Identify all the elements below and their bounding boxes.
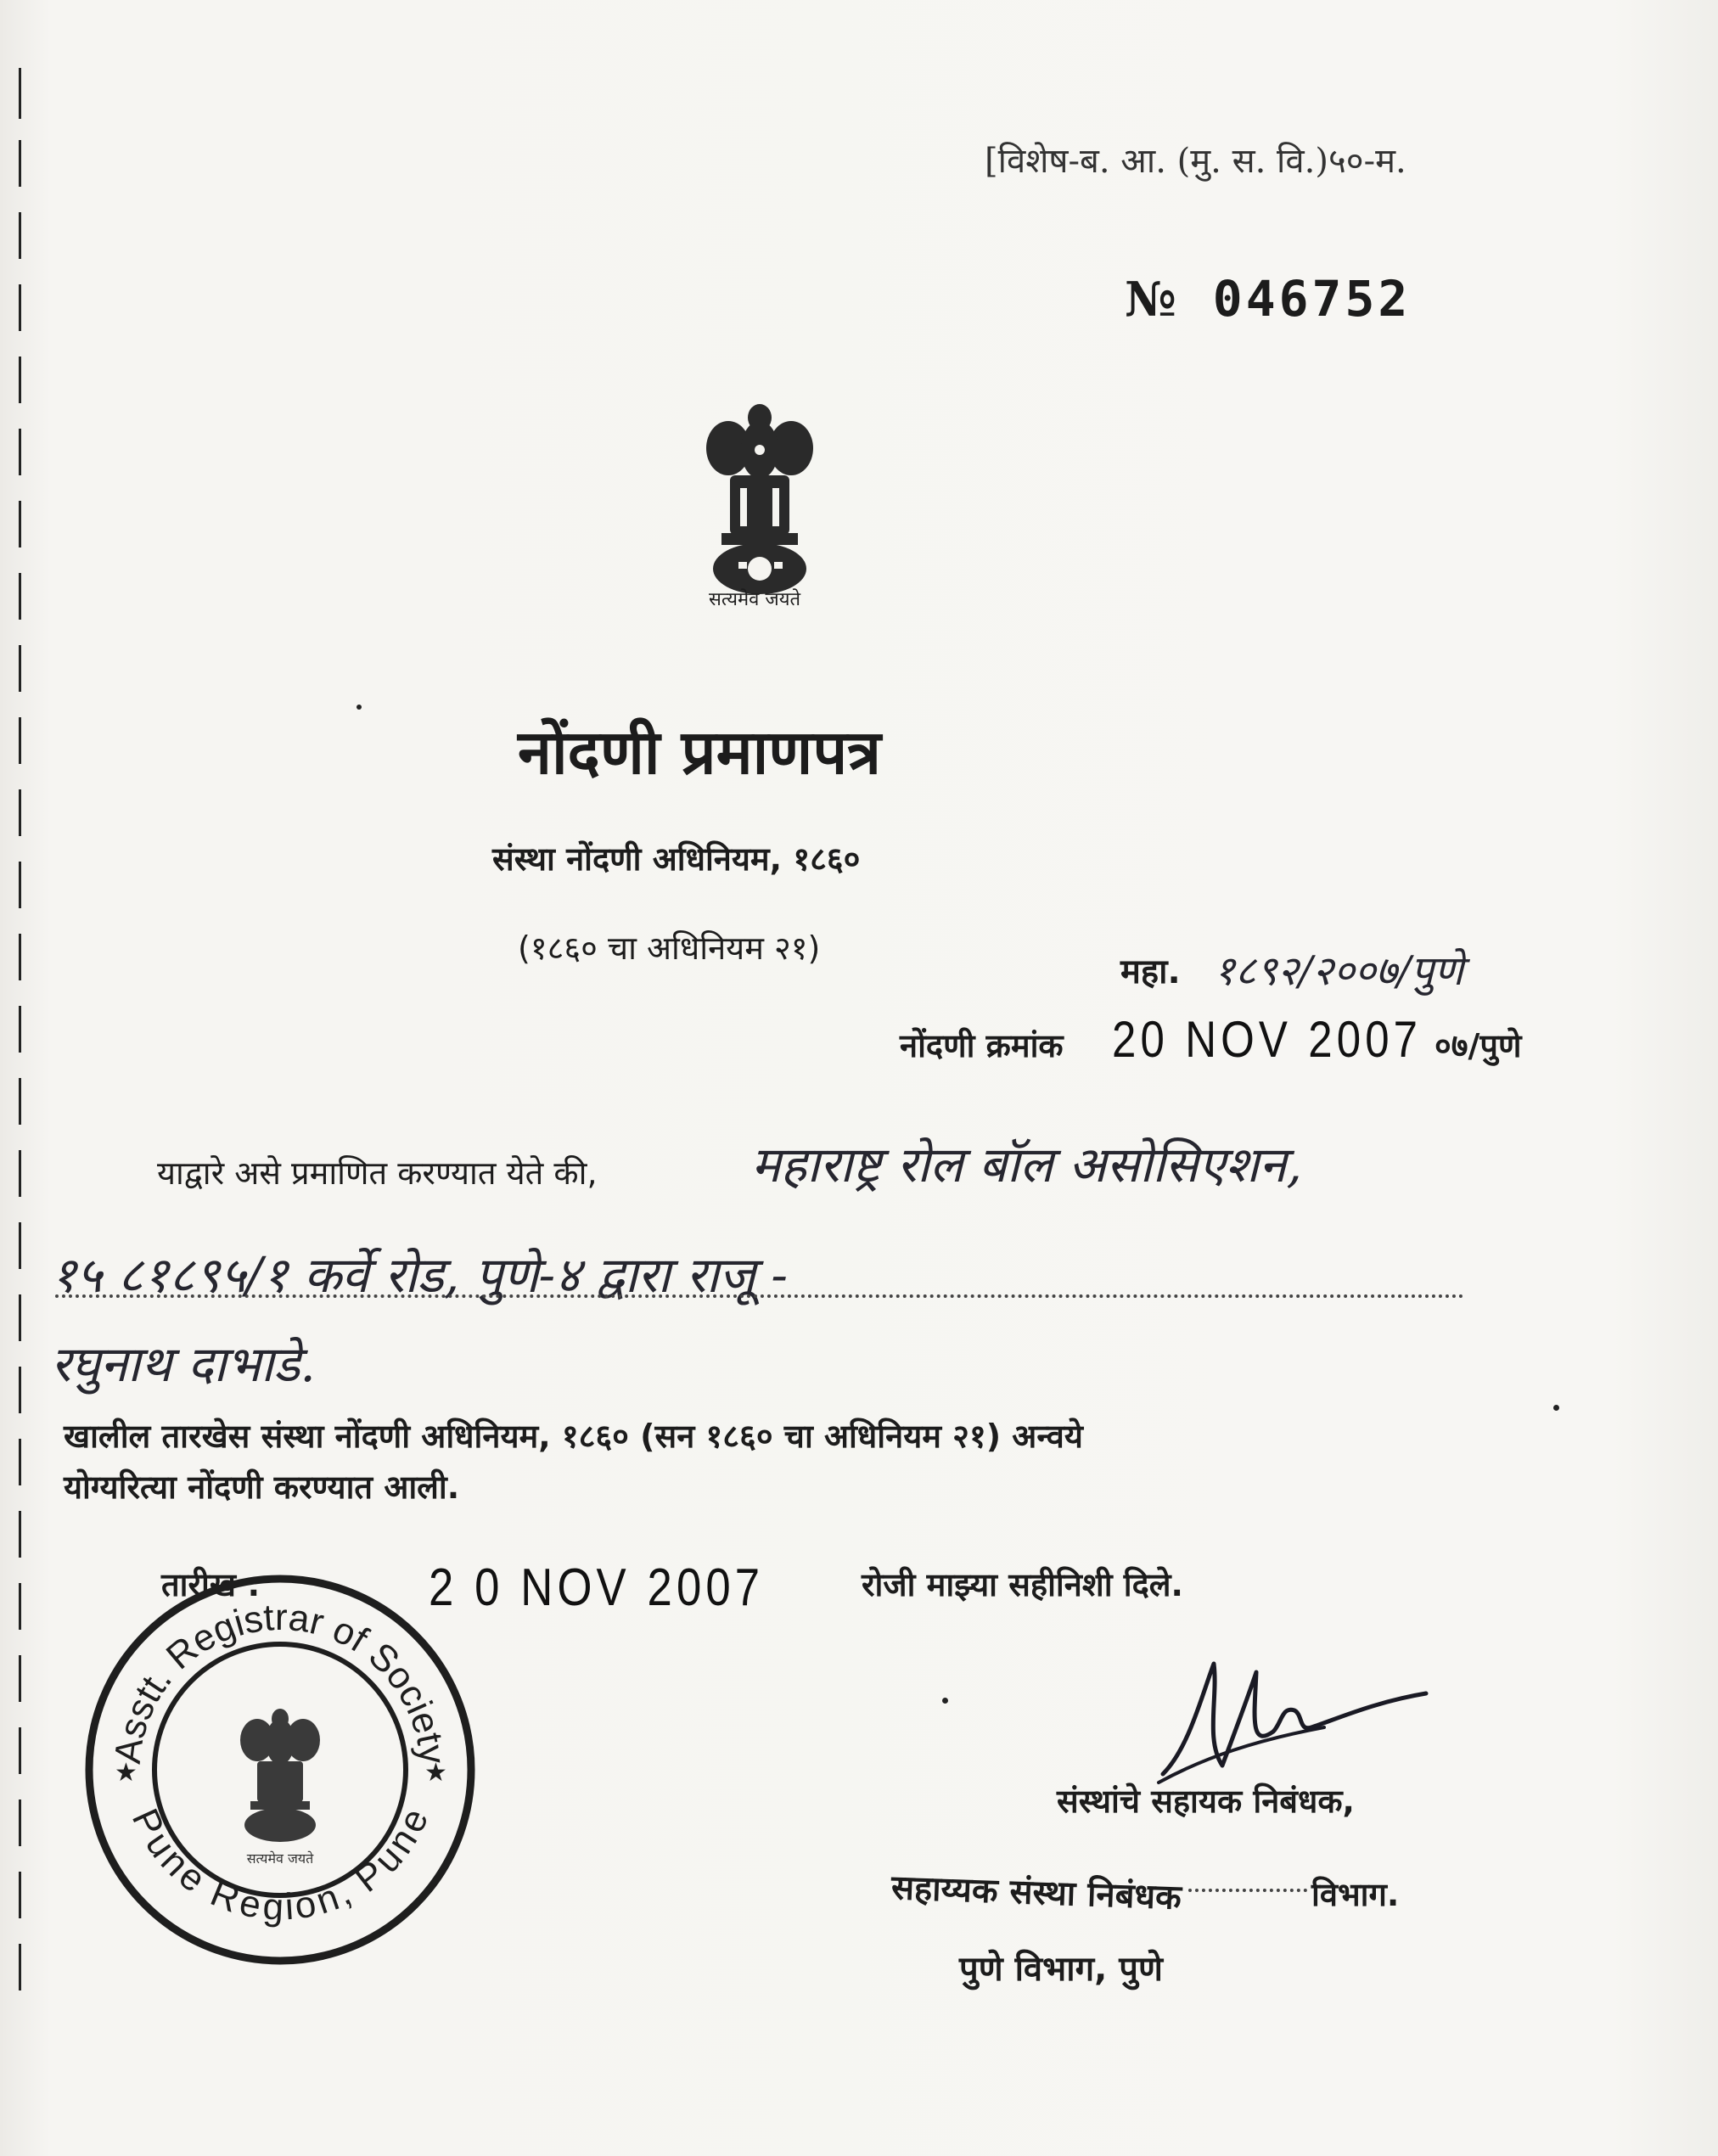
emblem-motto: सत्यमेव जयते: [709, 589, 801, 610]
seal-top-text: Asstt. Registrar of Society: [106, 1597, 454, 1766]
margin-mark: [19, 1727, 21, 1774]
margin-mark: [19, 1655, 21, 1702]
department-place: पुणे विभाग, पुणे: [959, 1950, 1163, 1989]
margin-mark: [19, 1799, 21, 1846]
certify-text: याद्वारे असे प्रमाणित करण्यात येते की,: [157, 1154, 598, 1192]
margin-mark: [19, 1439, 21, 1485]
margin-mark: [19, 1367, 21, 1413]
official-seal: [81, 1570, 480, 1969]
margin-mark: [19, 357, 21, 403]
svg-text:★: ★: [115, 1758, 138, 1788]
paper-speck: [942, 1698, 948, 1704]
margin-mark: [19, 501, 21, 547]
seal-emblem-icon: [240, 1709, 320, 1842]
margin-mark: [19, 1150, 21, 1197]
page-title: नोंदणी प्रमाणपत्र: [518, 716, 881, 788]
certificate-number: [1125, 270, 1411, 328]
margin-mark: [19, 1222, 21, 1269]
number-prefix: №: [1125, 272, 1180, 328]
margin-mark: [19, 284, 21, 331]
seal-bottom-text: Pune Region, Pune: [123, 1802, 437, 1929]
fill-line: [55, 1294, 1464, 1298]
act-line: संस्था नोंदणी अधिनियम, १८६०: [492, 840, 861, 878]
margin-mark: [19, 1511, 21, 1558]
signatory-stamp: सहाय्यक संस्था निबंधक: [890, 1868, 1182, 1917]
registration-number-handwritten: १८९२/२००७/पुणे: [1214, 947, 1463, 995]
body-text-line-2: योग्यरित्या नोंदणी करण्यात आली.: [64, 1468, 460, 1506]
margin-mark: [19, 1583, 21, 1630]
margin-mark: [19, 645, 21, 692]
registration-prefix: महा.: [1120, 952, 1181, 991]
registration-label: नोंदणी क्रमांक: [900, 1027, 1064, 1064]
date-label: तारीख :: [161, 1566, 261, 1603]
margin-mark: [19, 212, 21, 259]
margin-mark: [19, 1944, 21, 1990]
date-tail-text: रोजी माझ्या सहीनिशी दिले.: [862, 1566, 1183, 1603]
fill-line: [1188, 1889, 1307, 1892]
date-stamp: 2 0 NOV 2007: [429, 1558, 765, 1617]
handwritten-line-1: महाराष्ट्र रोल बॉल असोसिएशन,: [751, 1136, 1302, 1193]
margin-mark: [19, 717, 21, 764]
margin-mark: [19, 1872, 21, 1918]
seal-motto: सत्यमेव जयते: [246, 1850, 314, 1867]
svg-text:★: ★: [424, 1758, 447, 1788]
body-text-line-1: खालील तारखेस संस्था नोंदणी अधिनियम, १८६० (सन १८६० चा अधिनियम २१) अन्वये: [64, 1418, 1083, 1455]
act-paren: (१८६० चा अधिनियम २१): [518, 929, 821, 967]
registration-suffix: ०७/पुणे: [1434, 1027, 1522, 1064]
margin-mark: [19, 934, 21, 980]
margin-mark: [19, 140, 21, 187]
margin-mark: [19, 429, 21, 475]
handwritten-line-3: रघुनाथ दाभाडे.: [51, 1335, 316, 1393]
margin-mark: [19, 1294, 21, 1341]
margin-mark: [19, 1006, 21, 1053]
signatory-title: संस्थांचे सहायक निबंधक,: [1057, 1783, 1355, 1820]
margin-mark: [19, 68, 21, 119]
signature: [1154, 1647, 1434, 1791]
margin-mark: [19, 789, 21, 836]
department-label: विभाग.: [1311, 1876, 1400, 1913]
number-value: 046752: [1212, 270, 1412, 328]
handwritten-line-2: १५ ८१८९५/१ कर्वे रोड, पुणे-४ द्वारा राजू -: [51, 1246, 789, 1304]
paper-speck: [357, 705, 362, 710]
paper-speck: [1553, 1405, 1559, 1411]
margin-mark: [19, 1078, 21, 1125]
registration-date-stamp: 20 NOV 2007: [1112, 1011, 1423, 1068]
margin-mark: [19, 862, 21, 908]
state-emblem-icon: [696, 399, 823, 611]
margin-mark: [19, 573, 21, 620]
form-reference: [विशेष-ब. आ. (मु. स. वि.)५०-म.: [985, 142, 1406, 181]
